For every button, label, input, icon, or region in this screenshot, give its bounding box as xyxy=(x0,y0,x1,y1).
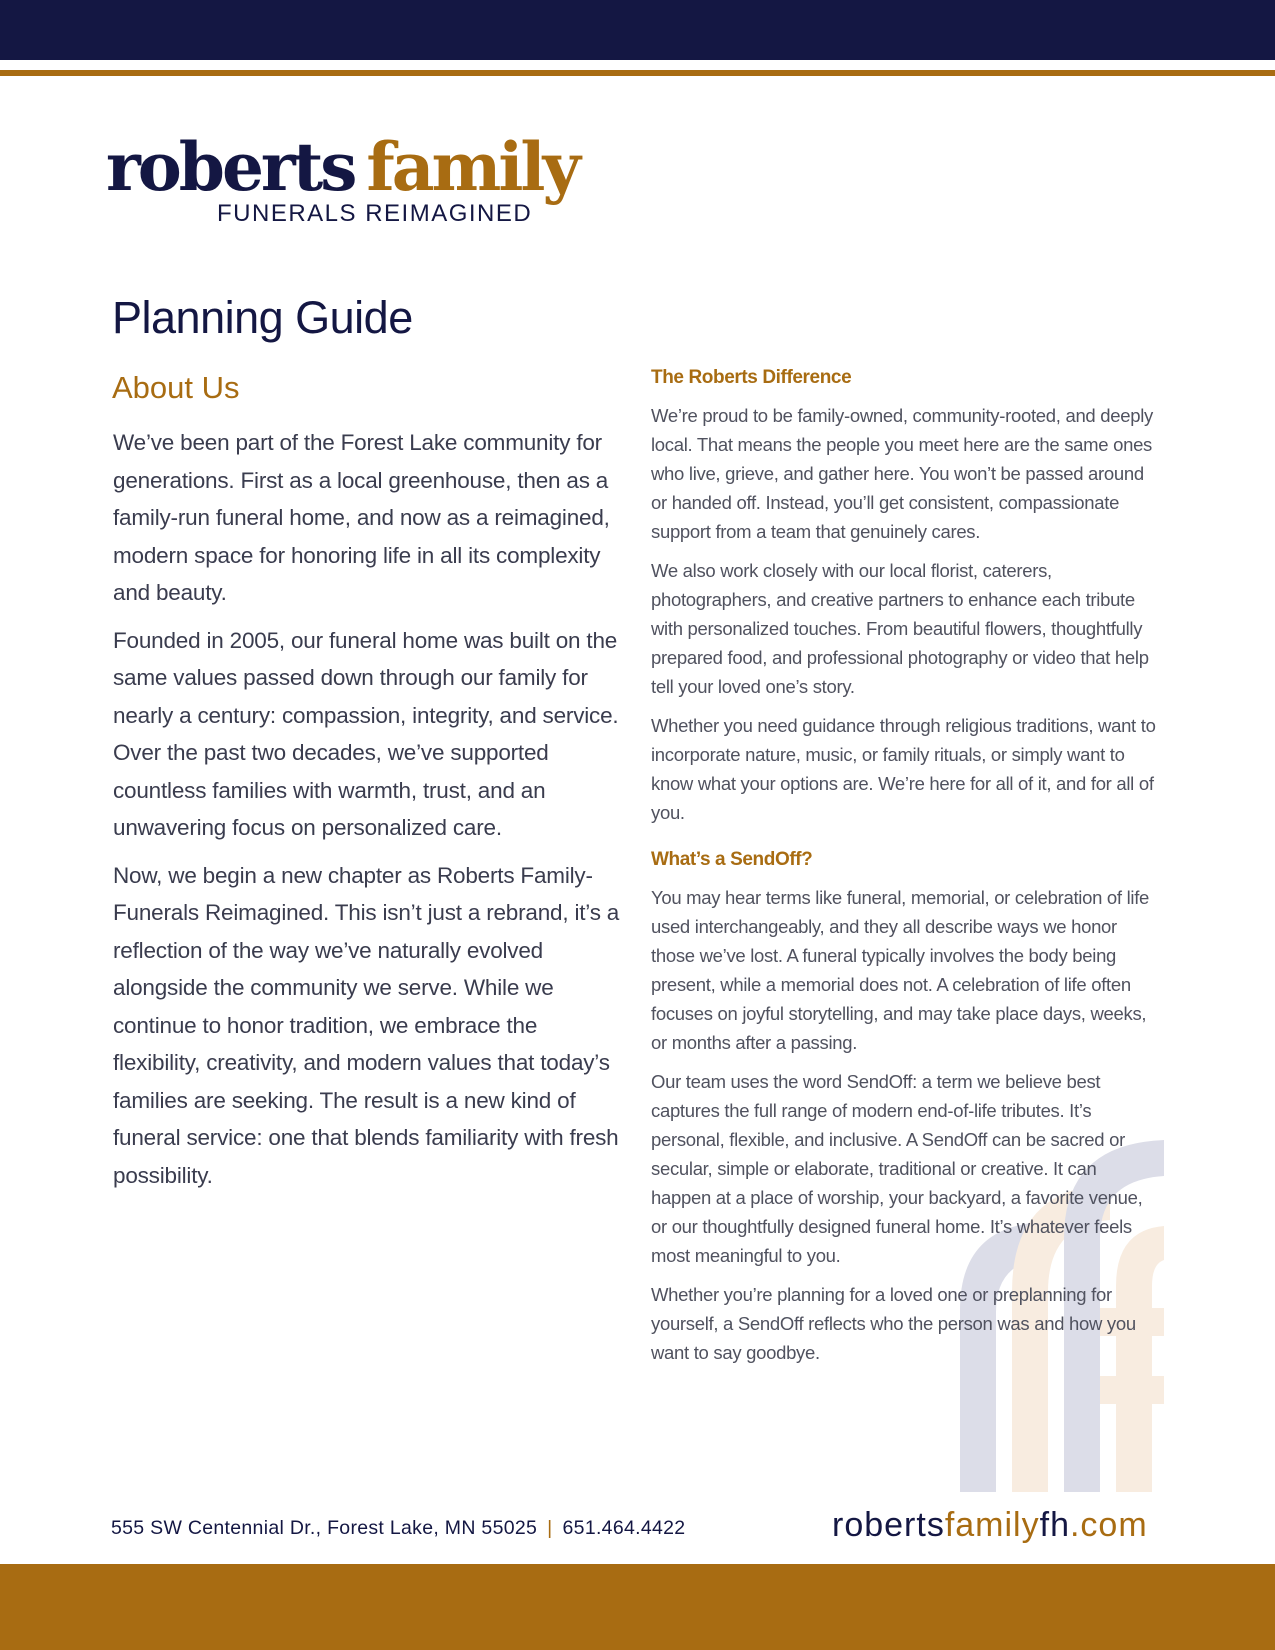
right-column xyxy=(651,367,1156,1377)
footer-separator: | xyxy=(547,1517,553,1539)
footer-address: 555 SW Centennial Dr., Forest Lake, MN 55025 xyxy=(111,1517,538,1539)
about-body xyxy=(113,424,623,1204)
url-fh: fh xyxy=(1039,1506,1070,1544)
difference-paragraph: We also work closely with our local florist, caterers, photographers, and creative partners to enhance each tribute with personalized touches. From beautiful flowers, thoughtfully prepared food, and professional photography or video that help tell your loved one’s story. xyxy=(651,560,1149,697)
brand-logo xyxy=(106,128,646,228)
about-paragraph: We’ve been part of the Forest Lake community for generations. First as a local greenhouse, then as a family-run funeral home, and now as a reimagined, modern space for honoring life in all its complexity and beauty. xyxy=(113,430,610,605)
logo-tagline: FUNERALS REIMAGINED xyxy=(217,200,533,227)
sendoff-paragraph: You may hear terms like funeral, memorial, or celebration of life used interchangeably, and they all describe ways we honor those we’ve lost. A funeral typically involves the body being present, while a memorial does not. A celebration of life often focuses on joyful storytelling, and may take place days, weeks, or months after a passing. xyxy=(651,887,1150,1053)
logo-wordmark xyxy=(106,128,646,206)
sendoff-paragraph: Our team uses the word SendOff: a term we believe best captures the full range of modern end-of-life tributes. It’s personal, flexible, and inclusive. A SendOff can be sacred or secular, simple or elaborate, traditional or creative. It can happen at a place of worship, your backyard, a favorite venue, or our thoughtfully designed funeral home. It’s whatever feels most meaningful to you. xyxy=(651,1071,1143,1266)
footer-phone[interactable]: 651.464.4422 xyxy=(562,1517,686,1539)
difference-heading: The Roberts Difference xyxy=(651,367,852,388)
footer-contact xyxy=(111,1517,685,1540)
sendoff-heading: What’s a SendOff? xyxy=(651,849,813,870)
url-com: .com xyxy=(1069,1506,1148,1544)
sendoff-paragraph: Whether you’re planning for a loved one or preplanning for yourself, a SendOff reflects who the person was and how you want to say goodbye. xyxy=(651,1284,1136,1363)
top-navy-band xyxy=(0,0,1275,60)
url-family: family xyxy=(944,1506,1040,1544)
about-paragraph: Founded in 2005, our funeral home was built on the same values passed down through our family for nearly a century: compassion, integrity, and service. Over the past two decades, we’ve supported countless families with warmth, trust, and an unwavering focus on personalized care. xyxy=(113,627,619,840)
logo-word-family: family xyxy=(366,128,578,206)
url-roberts: roberts xyxy=(832,1506,945,1544)
difference-paragraph: We’re proud to be family-owned, community-rooted, and deeply local. That means the people you meet here are the same ones who live, grieve, and gather here. You won’t be passed around or handed off. Instead, you’ll get consistent, compassionate support from a team that genuinely cares. xyxy=(651,405,1153,542)
footer-website-link[interactable] xyxy=(832,1506,1148,1545)
difference-paragraph: Whether you need guidance through religious traditions, want to incorporate nature, music, or family rituals, or simply want to know what your options are. We’re here for all of it, and for all of you. xyxy=(651,715,1156,823)
page-title: Planning Guide xyxy=(112,292,413,343)
about-paragraph: Now, we begin a new chapter as Roberts Family-Funerals Reimagined. This isn’t just a rebrand, it’s a reflection of the way we’ve naturally evolved alongside the community we serve. While we continue to honor tradition, we embrace the flexibility, creativity, and modern values that today’s families are seeking. The result is a new kind of funeral service: one that blends familiarity with fresh possibility. xyxy=(113,862,620,1188)
bottom-gold-band xyxy=(0,1564,1275,1650)
top-gold-rule xyxy=(0,70,1275,76)
about-heading: About Us xyxy=(112,370,240,405)
logo-word-roberts: roberts xyxy=(106,128,355,206)
